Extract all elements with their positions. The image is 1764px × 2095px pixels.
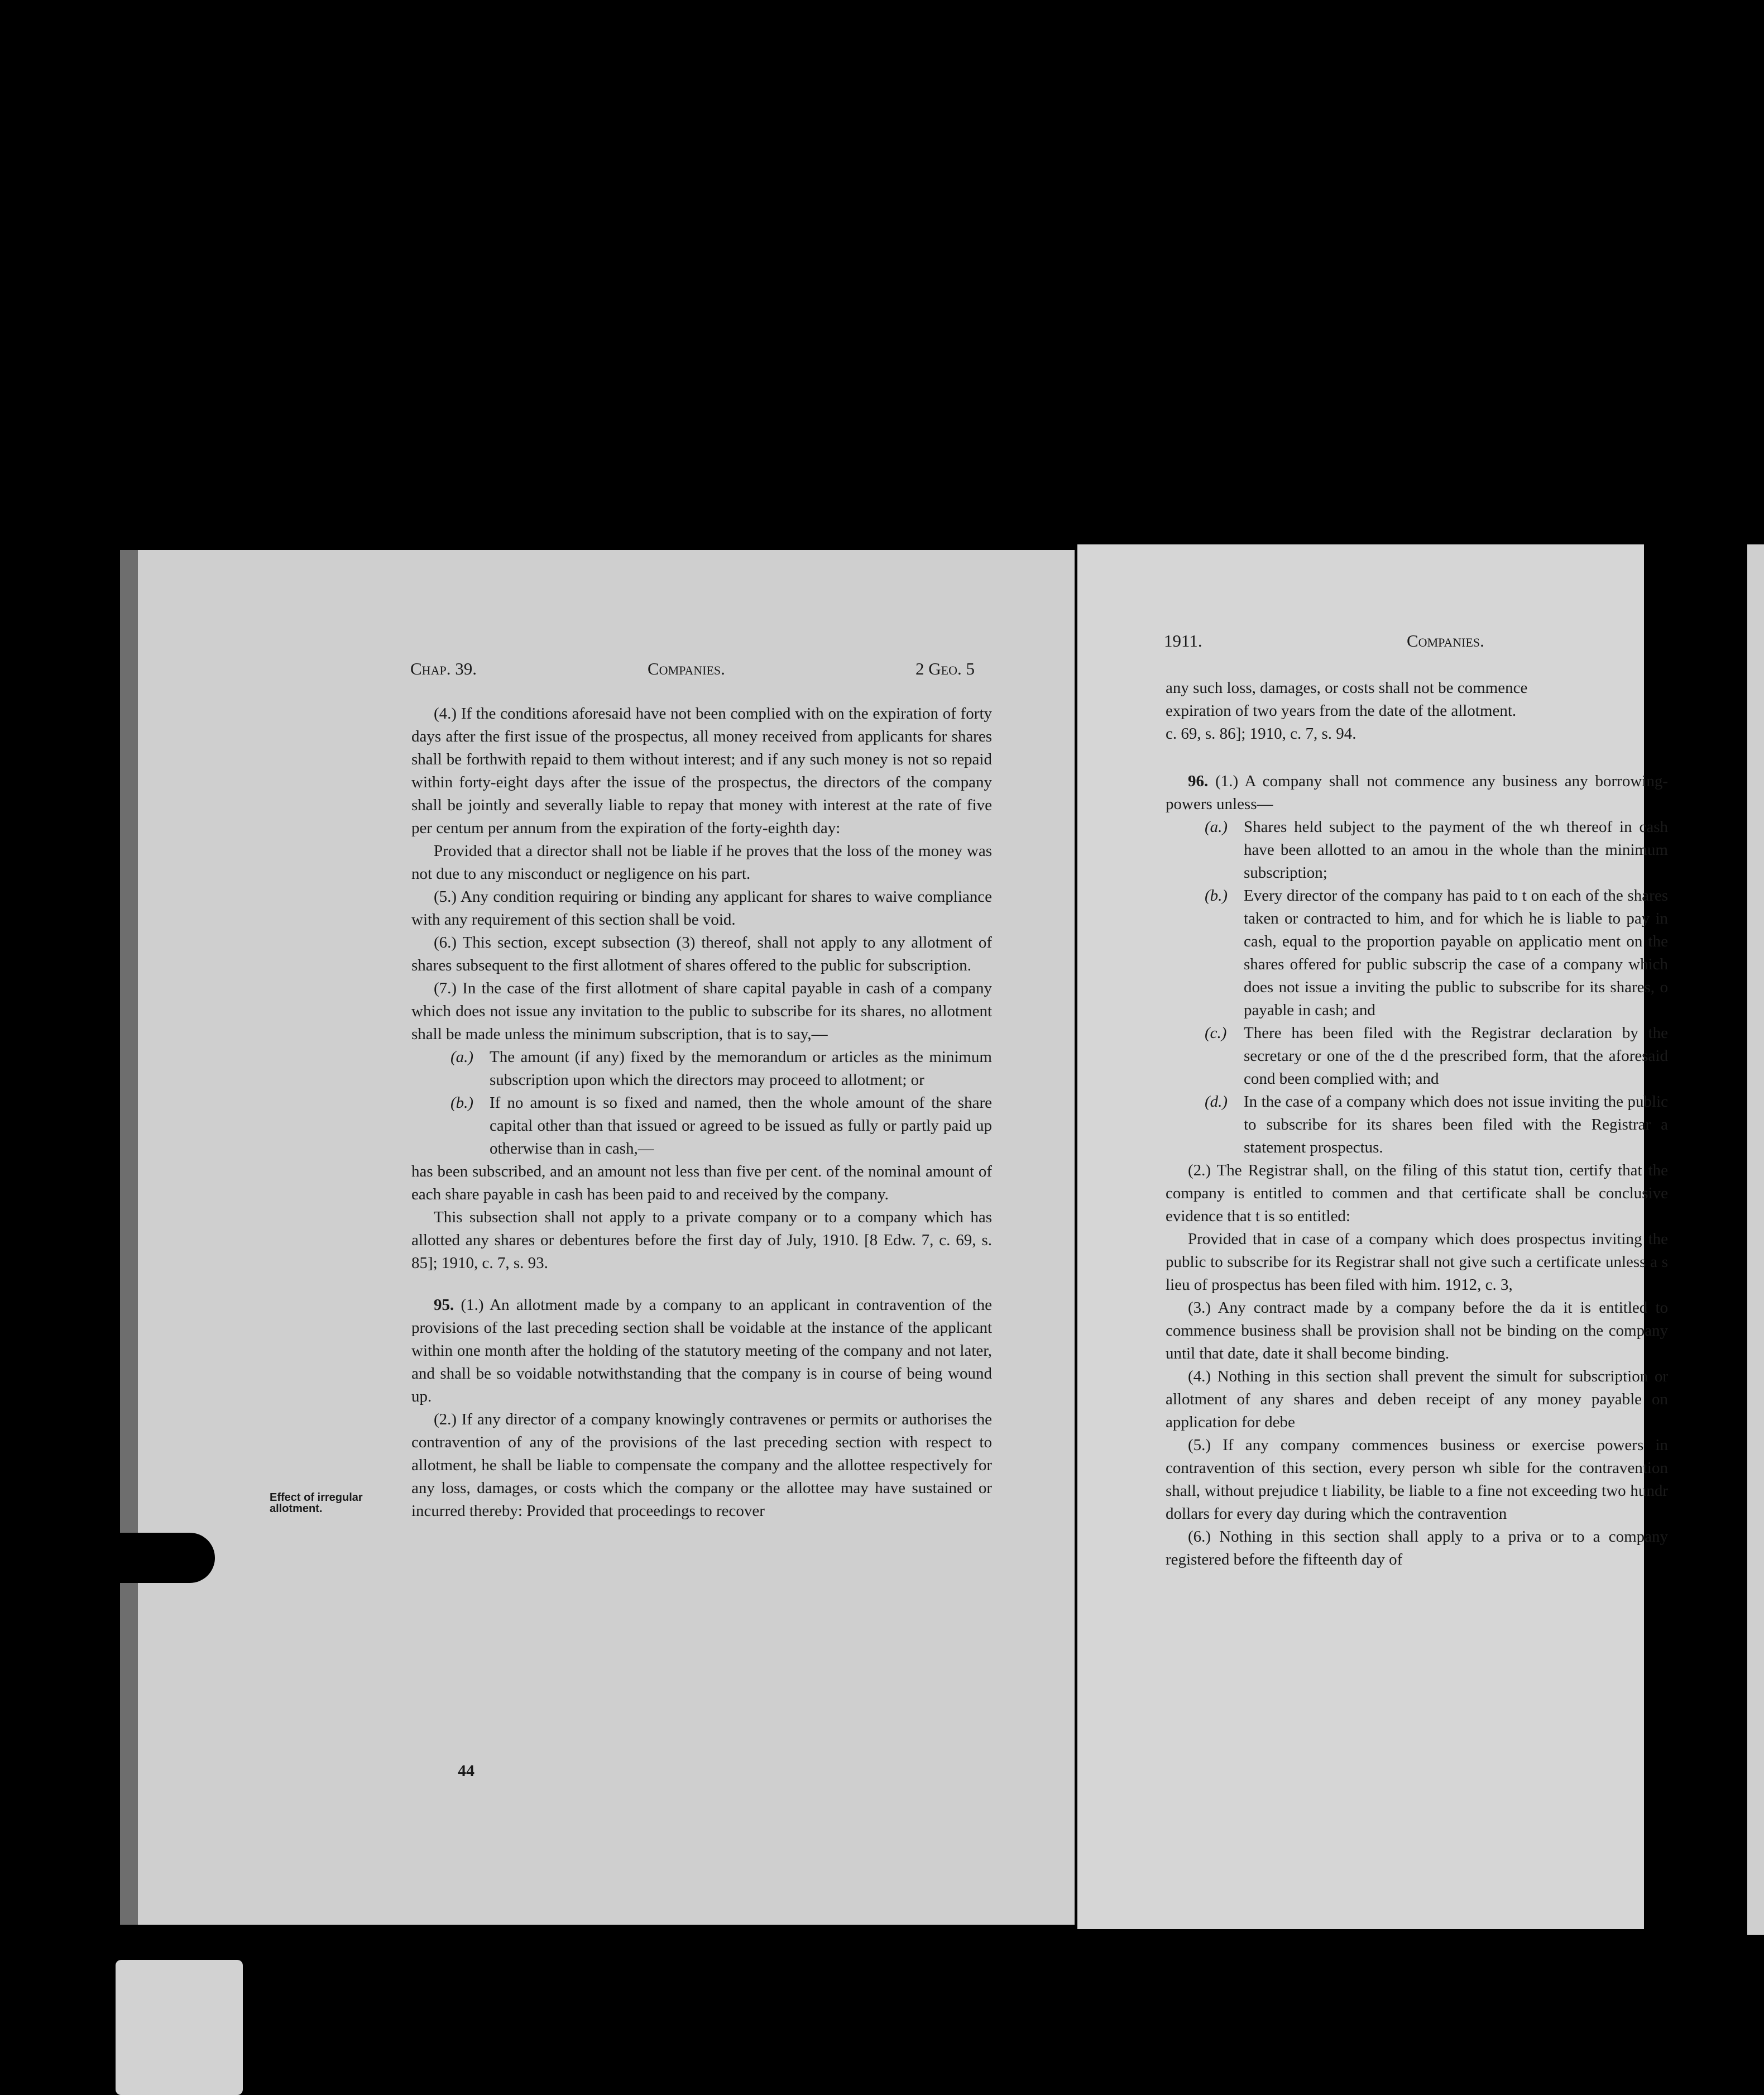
line: expiration of two years from the date of the allotment. xyxy=(1166,702,1517,720)
paragraph: This subsection shall not apply to a private company or to a company which has allotted any shares or debentures before the first day of July, 1910. [8 Edw. 7, c. 69, s. 85]; 1910, c. 7, s. 93. xyxy=(411,1208,992,1272)
item-text: The amount (if any) fixed by the memorandum or articles as the minimum subscription upon which the directors may proceed to allotment; or xyxy=(490,1048,992,1089)
paragraph: (6.) This section, except subsection (3) thereof, shall not apply to any allotment of shares subsequent to the first allotment of shares offered to the public for subscription. xyxy=(411,934,992,974)
item-label: (b.) xyxy=(1205,887,1228,905)
list-item xyxy=(411,1092,992,1160)
section-number: 96. xyxy=(1188,772,1209,790)
left-body xyxy=(411,702,992,1523)
list-item xyxy=(1166,884,1668,1022)
list-item xyxy=(411,1046,992,1092)
right-body xyxy=(1166,677,1668,1571)
item-text: If no amount is so fixed and named, then the whole amount of the share capital other than that issued or agreed to be issued as fully or partly paid up otherwise than in cash,— xyxy=(490,1094,992,1157)
page-number: 44 xyxy=(458,1762,474,1780)
left-header-chapter: Chap. 39. xyxy=(410,659,477,678)
paragraph: (5.) If any company commences business or exercise powers in contravention of this section, every person wh sible for the contravention shall, without prejudice t liability, be liable to a fine not exceeding two hundr dollars for every day during which the contravention xyxy=(1166,1436,1668,1523)
item-label: (d.) xyxy=(1205,1093,1228,1111)
paragraph: (4.) Nothing in this section shall prevent the simult for subscription or allotment of any shares and deben receipt of any money payable on application for debe xyxy=(1166,1367,1668,1431)
margin-note: Effect of irregular allotment. xyxy=(270,1491,363,1515)
item-text: There has been filed with the Registrar declaration by the secretary or one of the d the prescribed form, that the aforesaid cond been complied with; and xyxy=(1244,1024,1668,1088)
right-header-year: 1911. xyxy=(1164,631,1202,650)
paragraph: (7.) In the case of the first allotment of share capital payable in cash of a company which does not issue any invitation to the public to subscribe for its shares, no allotment shall be made unless the minimum subscription, that is to say,— xyxy=(411,979,992,1043)
item-text: Every director of the company has paid to t on each of the shares taken or contracted to him, and for which he is liable to pay in cash, equal to the proportion payable on applicatio ment on the shares offered for public subscrip the case of a company which does not issue a inviting the public to subscribe for its shares, o payable in cash; and xyxy=(1244,887,1668,1019)
paragraph: (2.) The Registrar shall, on the filing of this statut tion, certify that the company is entitled to commen and that certificate shall be conclusive evidence that t is so entitled: xyxy=(1166,1161,1668,1225)
list-item xyxy=(1166,1022,1668,1090)
item-text: In the case of a company which does not issue inviting the public to subscribe for its shares been filed with the Registrar a statement prospectus. xyxy=(1244,1093,1668,1156)
item-label: (a.) xyxy=(450,1048,474,1066)
paragraph: Provided that a director shall not be liable if he proves that the loss of the money was not due to any misconduct or negligence on his part. xyxy=(411,842,992,883)
paragraph: has been subscribed, and an amount not less than five per cent. of the nominal amount of each share payable in cash has been paid to and received by the company. xyxy=(411,1163,992,1203)
item-label: (c.) xyxy=(1205,1024,1227,1042)
section-text: (1.) A company shall not commence any business any borrowing-powers unless— xyxy=(1166,772,1668,813)
item-text: Shares held subject to the payment of the wh thereof in cash have been allotted to an amou in the whole than the minimum subscription; xyxy=(1244,818,1668,882)
left-header-title: Companies. xyxy=(648,659,725,678)
section-96-intro xyxy=(1166,770,1668,816)
left-header-regnal: 2 Geo. 5 xyxy=(915,659,975,678)
item-label: (b.) xyxy=(450,1094,474,1112)
section-number: 95. xyxy=(434,1296,454,1314)
section-95-p1 xyxy=(411,1294,992,1408)
paragraph: (6.) Nothing in this section shall apply to a priva or to a company registered before the fifteenth day of xyxy=(1166,1528,1668,1568)
line: any such loss, damages, or costs shall not be commence xyxy=(1166,679,1528,697)
paragraph: Provided that in case of a company which does prospectus inviting the public to subscribe for its Registrar shall not give such a certificate unless a s lieu of prospectus has been filed with him. 1912, c. 3, xyxy=(1166,1230,1668,1294)
right-header-title: Companies. xyxy=(1407,631,1484,650)
item-label: (a.) xyxy=(1205,818,1228,836)
paragraph: (5.) Any condition requiring or binding any applicant for shares to waive compliance with any requirement of this section shall be void. xyxy=(411,888,992,929)
list-item xyxy=(1166,816,1668,884)
paper-scrap xyxy=(116,1960,243,2095)
thumb-shadow xyxy=(117,1533,215,1583)
paragraph: (4.) If the conditions aforesaid have not been complied with on the expiration of forty days after the first issue of the prospectus, all money received from applicants for shares shall be forthwith repaid to them without interest; and if any such money is not so repaid within forty-eight days after the issue of the prospectus, the directors of the company shall be jointly and severally liable to repay that money with interest at the rate of five per centum per annum from the expiration of the forty-eighth day: xyxy=(411,705,992,837)
paragraph: (3.) Any contract made by a company before the da it is entitled to commence business shall be provision shall not be binding on the company until that date, date it shall become binding. xyxy=(1166,1299,1668,1362)
section-text: (1.) An allotment made by a company to an applicant in contravention of the provisions of the last preceding section shall be voidable at the instance of the applicant within one month after the holding of the statutory meeting of the company and not later, and shall be so voidable notwithstanding that the company is in course of being wound up. xyxy=(411,1296,992,1405)
section-95-p2: (2.) If any director of a company knowingly contravenes or permits or authorises the contravention of any of the provisions of the last preceding section with respect to allotment, he shall be liable to compensate the company and the allottee respectively for any loss, damages, or costs which the company or the allottee may have sustained or incurred thereby: Provided that proceedings to recover xyxy=(411,1410,992,1520)
line: c. 69, s. 86]; 1910, c. 7, s. 94. xyxy=(1166,725,1356,743)
next-page-edge xyxy=(1747,544,1764,1935)
list-item xyxy=(1166,1090,1668,1159)
